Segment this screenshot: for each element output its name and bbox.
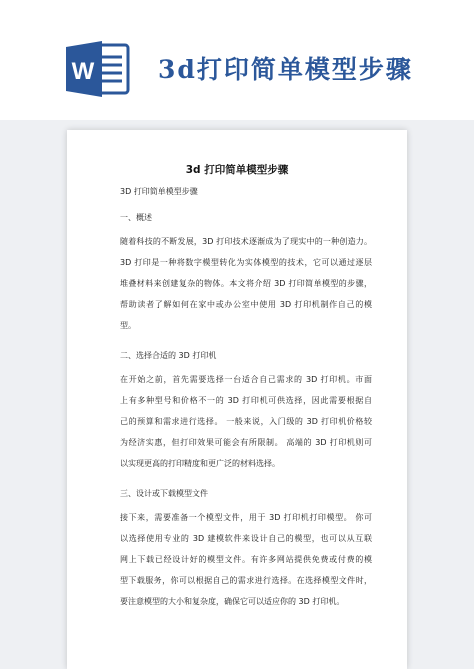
section-heading: 一、概述 [120, 213, 152, 222]
paragraph-line: 要注意模型的大小和复杂度，确保它可以适应你的 3D 打印机。 [120, 597, 345, 606]
word-logo-letter: W [71, 58, 95, 85]
paragraph-line: 随着科技的不断发展，3D 打印技术逐渐成为了现实中的一种创造力。 [120, 237, 372, 246]
header-banner [0, 0, 474, 120]
paragraph-line: 帮助读者了解如何在家中或办公室中使用 3D 打印机制作自己的模 [120, 300, 372, 309]
paragraph-line: 己的预算和需求进行选择。 一般来说，入门级的 3D 打印机价格较 [120, 417, 372, 426]
word-icon [66, 39, 130, 99]
paragraph-line: 网上下载已经设计好的模型文件。有许多网站提供免费或付费的模 [120, 555, 372, 564]
paragraph-line: 上有多种型号和价格不一的 3D 打印机可供选择，因此需要根据自 [120, 396, 372, 405]
section-heading: 二、选择合适的 3D 打印机 [120, 351, 217, 360]
banner-title: 3d打印简单模型步骤 [158, 55, 413, 84]
paragraph-line: 接下来，需要准备一个模型文件，用于 3D 打印机打印模型。 你可 [120, 513, 372, 522]
document-title: 3d 打印简单模型步骤 [185, 164, 289, 176]
paragraph-line: 在开始之前，首先需要选择一台适合自己需求的 3D 打印机。市面 [120, 375, 372, 384]
paragraph-line: 为经济实惠，但打印效果可能会有所限制。 高端的 3D 打印机则可 [120, 438, 372, 447]
paragraph-line: 型。 [120, 321, 136, 330]
section-heading: 三、设计或下载模型文件 [120, 489, 208, 498]
paragraph-line: 堆叠材料来创建复杂的物体。本文将介绍 3D 打印简单模型的步骤， [120, 279, 372, 288]
paragraph-line: 型下载服务，你可以根据自己的需求进行选择。在选择模型文件时， [120, 576, 372, 585]
document-page [67, 130, 407, 669]
paragraph-line: 以实现更高的打印精度和更广泛的材料选择。 [120, 459, 280, 468]
document-subtitle: 3D 打印简单模型步骤 [120, 187, 198, 196]
paragraph-line: 以选择使用专业的 3D 建模软件来设计自己的模型，也可以从互联 [120, 534, 372, 543]
paragraph-line: 3D 打印是一种将数字模型转化为实体模型的技术，它可以通过逐层 [120, 258, 372, 267]
